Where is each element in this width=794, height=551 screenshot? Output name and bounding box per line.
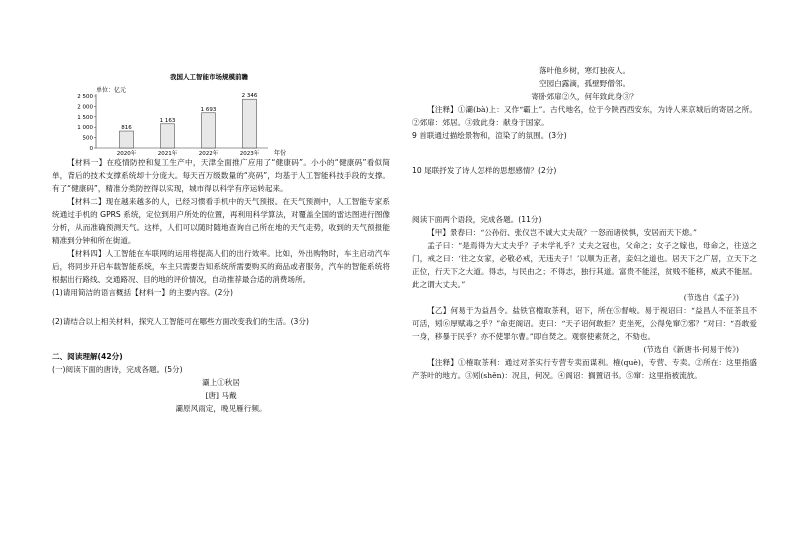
- passage-notes: 【注释】①榷取茶利：通过对茶实行专营专卖而谋利。榷(què)，专营、专卖。②所在：这里指盛产茶叶的地方。③矧(shěn)：况且，何况。④阁诏：搁置诏书。⑤窜：这里指被流放。: [412, 358, 757, 380]
- chart-y-tick-label: 2 500: [77, 94, 93, 100]
- chart-y-tick-label: 1 500: [77, 114, 93, 121]
- material-1: 【材料一】在疫情防控和复工生产中，天津全面推广应用了“健康码”。小小的“健康码”看似简单，背后的技术支撑系统却十分庞大。每天百万级数量的“亮码”，均基于人工智能科技手段的支撑。有了“健康码”，精准分类防控得以实现，城市得以科学有序运转起来。: [52, 158, 390, 193]
- left-column: [52, 0, 390, 415]
- source-yi: (节选自《新唐书·何易于传》): [643, 345, 739, 354]
- chart-bar-value-label: 2 346: [241, 93, 258, 100]
- poem-line-4: 寄卧郊扉②久，何年致此身③？: [531, 92, 638, 101]
- question-10: 10 尾联抒发了诗人怎样的思想感情？(2分): [412, 166, 557, 175]
- chart-y-tick-label: 500: [82, 135, 93, 142]
- poem-line-2: 落叶他乡树，寒灯独夜人。: [538, 66, 631, 75]
- chart-category-label: 2020年: [116, 151, 137, 157]
- poem-line-3: 空园白露滴，孤壁野僧邻。: [538, 79, 631, 88]
- chart-bar-value-label: 1 163: [159, 117, 176, 124]
- chart-bar-value-label: 1 693: [200, 106, 217, 113]
- poem-title: 灞上①秋居: [202, 378, 240, 387]
- chart-y-tick-label: 2 000: [77, 104, 93, 111]
- material-2: 【材料二】现在越来越多的人，已经习惯看手机中的天气预报。在天气预测中，人工智能专家系统通过手机的 GPRS 系统，定位到用户所处的位置，再利用科学算法，对覆盖全国的雷达图进行图像分析，从而准确预测天气。这样，人们可以随时随地查询自己所在地的天气走势，收到的天气预报能精准到分钟和所在街道。: [52, 197, 390, 245]
- question-2: (2)请结合以上相关材料，探究人工智能可在哪些方面改变我们的生活。(3分): [52, 317, 309, 326]
- chart-category-label: 2021年: [157, 151, 178, 157]
- chart-unit-label: 单位：亿元: [96, 87, 127, 94]
- right-column: [412, 0, 757, 382]
- poem-author: [唐] 马戴: [205, 391, 237, 400]
- poem-line-1: 灞原风雨定，晚见雁行频。: [175, 404, 267, 413]
- chart-bar-value-label: 816: [121, 125, 132, 132]
- subsection-2-heading: 阅读下面两个语段，完成各题。(11分): [412, 215, 542, 224]
- chart-y-tick-label: 0: [89, 146, 93, 152]
- passage-yi: 【乙】何易于为益昌令。盐铁官権取茶利，诏下，所在⑤督峻。易于视诏曰：“益昌人不征茶且不可活，矧⑥厚赋毒之乎？”命吏阁诏。吏曰：“天子诏何敢拒？吏坐死，公得免窜⑦邪？”对曰：“吾敢爱一身，移暴于民乎？亦不使罪尔曹。”即自焚之。观察使素贤之，不劾也。: [412, 306, 757, 341]
- subsection-1-heading: (一)阅读下面的唐诗，完成各题。(5分): [52, 365, 183, 374]
- chart-category-label: 2022年: [198, 151, 219, 157]
- passage-jia-1: 【甲】景春曰：“公孙衍、张仪岂不诚大丈夫哉？一怒而诸侯惧，安居而天下熄。”: [427, 228, 697, 237]
- chart-category-label: 2023年: [239, 151, 260, 157]
- material-4: 【材料四】人工智能在车联网的运用将提高人们的出行效率。比如，外出购物时，车主启动汽车后，将同步开启车载智能系统，车主只需要告知系统所需要购买的商品或者服务，汽车的智能系统将根据出行路线、交通路况、目的地的评价情况，自动推荐最合适的消费场所。: [52, 249, 390, 284]
- chart-y-tick-label: 1 000: [77, 125, 93, 132]
- passage-jia-2: 孟子曰：“是焉得为大丈夫乎？子未学礼乎？丈夫之冠也，父命之；女子之嫁也，母命之，往送之门，戒之曰：‘往之女家，必敬必戒，无违夫子！’以顺为正者，妾妇之道也。居天下之广居，立天下之正位，行天下之大道。得志，与民由之；不得志，独行其道。富贵不能淫，贫贱不能移，威武不能屈。此之谓大丈夫。”: [412, 241, 757, 289]
- chart-title: 我国人工智能市场规模前瞻: [170, 73, 248, 81]
- poem-notes: 【注释】①灞(bà)上：又作“霸上”。古代地名，位于今陕西西安东，为诗人来京城后的寄居之所。②郊扉：郊居。③致此身：献身于国家。: [412, 105, 757, 127]
- question-1: (1)请用简洁的语言概括【材料一】的主要内容。(2分): [52, 288, 233, 297]
- source-jia: (节选自《孟子》): [683, 293, 739, 302]
- section-2-heading: 二、阅读理解(42分): [52, 352, 123, 361]
- question-9: 9 首联通过描绘景物和，渲染了的氛围。(3分): [412, 131, 567, 140]
- chart-x-axis-label: 年份: [274, 150, 287, 157]
